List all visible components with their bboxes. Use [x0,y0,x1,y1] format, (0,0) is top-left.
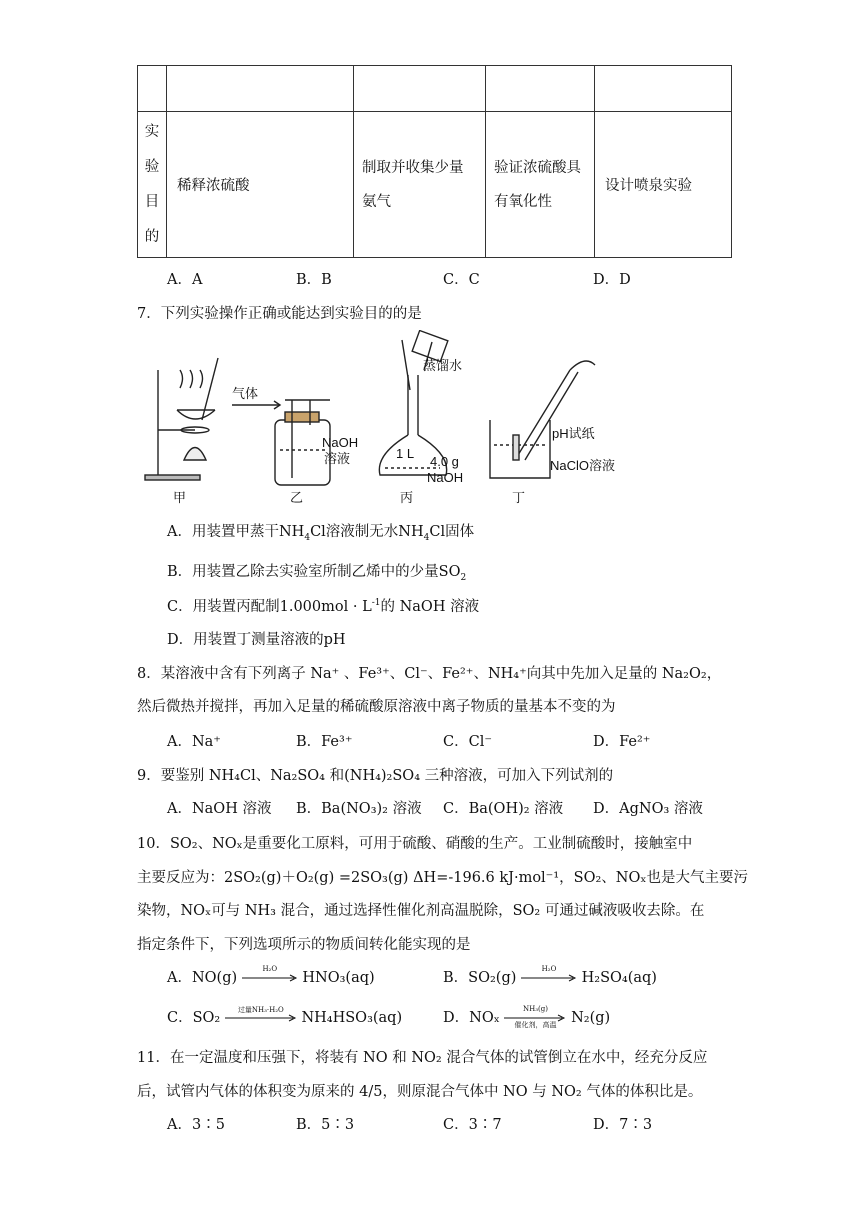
q6-option-d: D．D [593,272,631,288]
q10-a-product: HNO₃(aq) [302,970,375,986]
q10-stem-line1: 10．SO₂、NOₓ是重要化工原料，可用于硫酸、硝酸的生产。工业制硫酸时，接触室中 [137,836,693,852]
table-cell-empty [138,66,167,112]
row-label-char: 实 [144,123,160,140]
arrow-condition: H₂O [262,965,278,973]
q7-a-pre: A．用装置甲蒸干 [167,524,279,540]
q7-a-post: 固体 [445,524,475,540]
q10-stem-line2: 主要反应为：2SO₂(g)＋O₂(g) =2SO₃(g) ΔH=-196.6 kJ·mol⁻¹，SO₂、NOₓ也是大气主要污 [137,870,749,886]
q11-stem-line1: 11．在一定温度和压强下，将装有 NO 和 NO₂ 混合气体的试管倒立在水中，经充分反应 [137,1050,708,1066]
q10-option-d [443,1006,610,1027]
q10-d-product: N₂(g) [571,1010,611,1026]
q8-stem-line2: 然后微热并搅拌，再加入足量的稀硫酸原溶液中离子物质的量基本不变的为 [137,699,616,715]
q10-b-product: H₂SO₄(aq) [581,970,657,986]
fig-label-naclo: NaClO溶液 [550,458,616,473]
table-image-row [138,66,732,112]
q7-option-b: B．用装置乙除去实验室所制乙烯中的少量$SO_2$ [167,564,467,583]
q7-c-pre: C．用装置丙配制 [167,599,280,615]
fig-caption-ding: 丁 [512,490,526,505]
q10-option-c [167,1006,402,1027]
q7-option-a: A．用装置甲蒸干$NH_4Cl$溶液制无水$NH_4Cl$固体 [167,524,475,543]
q9-option-c: C．Ba(OH)₂ 溶液 [443,801,564,817]
fig-label-volume: 1 L [396,446,415,461]
q6-option-b: B．B [296,272,332,288]
q11-option-a: A．3∶5 [167,1117,225,1133]
q9-option-a: A．NaOH 溶液 [167,801,272,817]
fig-label-mass: 4.0 g [430,454,459,469]
q11-option-d: D．7∶3 [593,1117,653,1133]
q7-stem: 7．下列实验操作正确或能达到实验目的的是 [137,306,422,322]
q10-a-reactant: A．NO(g) [167,970,238,986]
arrow-condition-below: 催化剂，高温 [514,1021,557,1029]
reaction-arrow [521,965,577,985]
table-cell-empty [595,66,732,112]
purpose-d: 设计喷泉实验 [595,112,732,258]
q10-d-reactant: D．NOₓ [443,1010,500,1026]
purpose-b [354,112,486,258]
fig-caption-jia: 甲 [173,490,187,505]
fig-label-naoh-solution: 溶液 [324,451,351,466]
fig-caption-bing: 丙 [400,490,414,505]
q9-option-d: D．AgNO₃ 溶液 [593,801,703,817]
fig-label-ph-paper: pH试纸 [552,426,595,441]
q7-c-post: 的 NaOH 溶液 [380,599,480,615]
row-label-char: 目 [144,193,160,210]
row-label [138,112,167,258]
q11-option-b: B．5∶3 [296,1117,355,1133]
table-cell-empty [167,66,354,112]
q8-option-d: D．Fe²⁺ [593,734,651,750]
q7-b-text: B．用装置乙除去实验室所制乙烯中的少量 [167,564,439,580]
q9-option-b: B．Ba(NO₃)₂ 溶液 [296,801,422,817]
q8-stem-line1: 8．某溶液中含有下列离子 Na⁺ 、Fe³⁺、Cl⁻、Fe²⁺、NH₄⁺向其中先加入足量的 Na₂O₂， [137,666,722,682]
fig-label-naoh: NaOH [322,435,359,450]
arrow-condition: H₂O [541,965,557,973]
q7-option-d: D．用装置丁测量溶液的pH [167,632,346,648]
fig-label-gas: 气体 [232,386,259,401]
q10-stem-line4: 指定条件下，下列选项所示的物质间转化能实现的是 [137,937,471,953]
table-cell-empty [354,66,486,112]
q7-apparatus-figure [140,330,660,510]
reaction-arrow [504,1005,566,1029]
q10-option-a [167,966,375,987]
q6-option-c: C．C [443,272,480,288]
q10-c-reactant: C．SO₂ [167,1010,221,1026]
apparatus-jia [145,358,218,480]
q8-option-c: C．Cl⁻ [443,734,492,750]
q7-c-value: 1.000mol · L [279,599,372,615]
reaction-arrow [242,965,298,985]
q9-stem: 9．要鉴别 NH₄Cl、Na₂SO₄ 和(NH₄)₂SO₄ 三种溶液，可加入下列试剂的 [137,768,614,784]
table-purpose-row [138,112,732,258]
q11-option-c: C．3∶7 [443,1117,502,1133]
fig-label-water: 蒸馏水 [423,358,463,373]
q10-stem-line3: 染物，NOₓ可与 NH₃ 混合，通过选择性催化剂高温脱除，SO₂ 可通过碱液吸收去除。在 [137,903,705,919]
fig-caption-yi: 乙 [290,490,304,505]
q6-option-a: A．A [167,272,203,288]
q8-option-b: B．Fe³⁺ [296,734,353,750]
row-label-char: 验 [144,158,160,175]
q7-option-c: C．用装置丙配制$1.000mol \cdot L^{-1}$的 NaOH 溶液 [167,598,480,615]
arrow-condition: NH₃(g) [522,1005,548,1013]
fig-label-naoh-solid: NaOH [427,470,464,485]
purpose-c [486,112,595,258]
reaction-arrow [225,1006,297,1025]
purpose-c-line2: 有氧化性 [494,193,552,210]
experiment-table [137,65,732,258]
purpose-b-line2: 氨气 [362,193,391,210]
arrow-condition: 过量NH₃·H₂O [237,1006,284,1014]
purpose-c-line1: 验证浓硫酸具 [494,159,581,176]
q8-option-a: A．Na⁺ [167,734,221,750]
q7-a-mid: 溶液制无水 [325,524,399,540]
row-label-char: 的 [144,228,160,245]
apparatus-yi [232,400,330,485]
purpose-b-line1: 制取并收集少量 [362,159,464,176]
q11-stem-line2: 后，试管内气体的体积变为原来的 4/5，则原混合气体中 NO 与 NO₂ 气体的体积比是。 [137,1084,703,1100]
q10-c-product: NH₄HSO₃(aq) [301,1010,403,1026]
q10-b-reactant: B．SO₂(g) [443,970,517,986]
purpose-a: 稀释浓硫酸 [167,112,354,258]
q10-option-b [443,966,657,987]
table-cell-empty [486,66,595,112]
